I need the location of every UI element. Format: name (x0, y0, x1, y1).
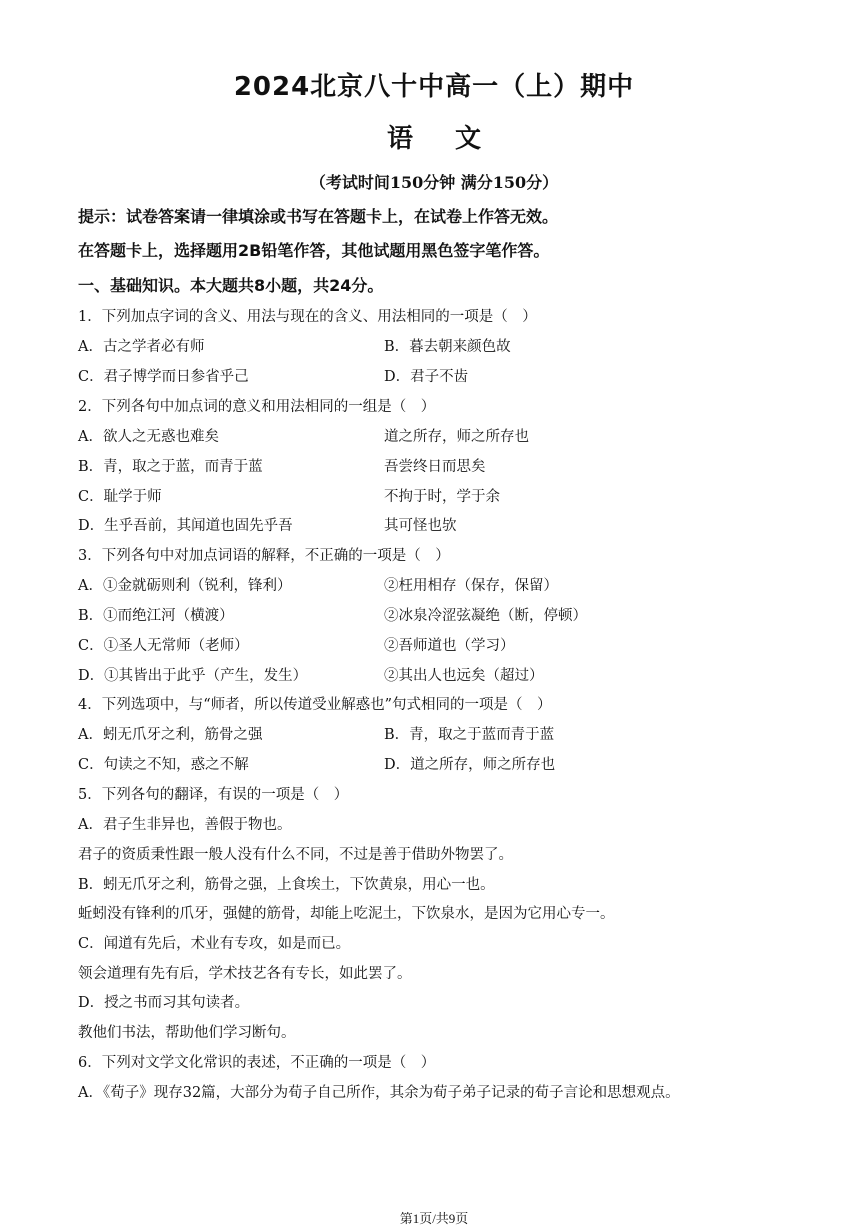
q5-option-b: B．蚓无爪牙之利，筋骨之强，上食埃土，下饮黄泉，用心一也。 (78, 877, 495, 893)
q1-option-c: C．君子博学而日参省乎己 (78, 369, 249, 385)
q2-option-b-pair: 吾尝终日而思矣 (384, 459, 486, 475)
q4-option-c: C．句读之不知，惑之不解 (78, 757, 249, 773)
q2-option-a: A．欲人之无惑也难矣 (78, 429, 219, 445)
q2-option-c-pair: 不拘于时，学于余 (384, 489, 500, 505)
q4-option-d: D．道之所存，师之所存也 (384, 757, 556, 773)
q3-option-a-pair: ②枉用相存（保存，保留） (384, 578, 558, 594)
note-line-2: 在答题卡上，选择题用2B铅笔作答，其他试题用黑色签字笔作答。 (78, 241, 550, 260)
q5-stem: 5．下列各句的翻译，有误的一项是（ ） (78, 787, 349, 803)
exam-info: （考试时间150分钟 满分150分） (309, 173, 559, 192)
q6-option-a: A．《荀子》现存32篇，大部分为荀子自己所作，其余为荀子弟子记录的荀子言论和思想观点。 (78, 1085, 680, 1101)
q4-option-b: B．青，取之于蓝而青于蓝 (384, 727, 555, 743)
q2-option-a-pair: 道之所存，师之所存也 (384, 429, 529, 445)
q2-option-b: B．青，取之于蓝，而青于蓝 (78, 459, 263, 475)
q5-option-c-translation: 领会道理有先有后，学术技艺各有专长，如此罢了。 (78, 966, 412, 982)
q2-option-c: C．耻学于师 (78, 489, 162, 505)
q6-stem: 6．下列对文学文化常识的表述，不正确的一项是（ ） (78, 1055, 436, 1071)
q1-option-d: D．君子不齿 (384, 369, 469, 385)
q5-option-d: D．授之书而习其句读者。 (78, 995, 250, 1011)
q5-option-d-translation: 教他们书法，帮助他们学习断句。 (78, 1025, 296, 1041)
page-number: 第1页/共9页 (399, 1211, 469, 1226)
q1-stem: 1．下列加点字词的含义、用法与现在的含义、用法相同的一项是（ ） (78, 309, 537, 325)
subject-title: 语文 (386, 124, 523, 154)
exam-title: 2024北京八十中高一（上）期中 (233, 72, 635, 102)
q3-option-a: A．①金就砺则利（锐利，锋利） (78, 578, 292, 594)
q3-option-b-pair: ②冰泉冷涩弦凝绝（断，停顿） (384, 608, 587, 624)
note-line-1: 提示：试卷答案请一律填涂或书写在答题卡上，在试卷上作答无效。 (78, 207, 559, 226)
q3-stem: 3．下列各句中对加点词语的解释，不正确的一项是（ ） (78, 548, 450, 564)
q5-option-a-translation: 君子的资质秉性跟一般人没有什么不同，不过是善于借助外物罢了。 (78, 847, 513, 863)
q4-stem: 4．下列选项中，与“师者，所以传道受业解惑也”句式相同的一项是（ ） (78, 697, 552, 713)
q4-option-a: A．蚓无爪牙之利，筋骨之强 (78, 727, 263, 743)
q2-option-d: D．生乎吾前，其闻道也固先乎吾 (78, 518, 293, 534)
q2-option-d-pair: 其可怪也欤 (384, 518, 457, 534)
q1-option-a: A．古之学者必有师 (78, 339, 205, 355)
q2-stem: 2．下列各句中加点词的意义和用法相同的一组是（ ） (78, 399, 436, 415)
q5-option-b-translation: 蚯蚓没有锋利的爪牙，强健的筋骨，却能上吃泥土，下饮泉水，是因为它用心专一。 (78, 906, 615, 922)
q3-option-d: D．①其皆出于此乎（产生，发生） (78, 668, 308, 684)
q1-option-b: B．暮去朝来颜色故 (384, 339, 511, 355)
q3-option-b: B．①而绝江河（横渡） (78, 608, 234, 624)
q3-option-d-pair: ②其出人也远矣（超过） (384, 668, 544, 684)
q3-option-c-pair: ②吾师道也（学习） (384, 638, 515, 654)
q3-option-c: C．①圣人无常师（老师） (78, 638, 249, 654)
section-heading: 一、基础知识。本大题共8小题，共24分。 (78, 276, 384, 295)
q5-option-a: A．君子生非异也，善假于物也。 (78, 817, 292, 833)
q5-option-c: C．闻道有先后，术业有专攻，如是而已。 (78, 936, 351, 952)
